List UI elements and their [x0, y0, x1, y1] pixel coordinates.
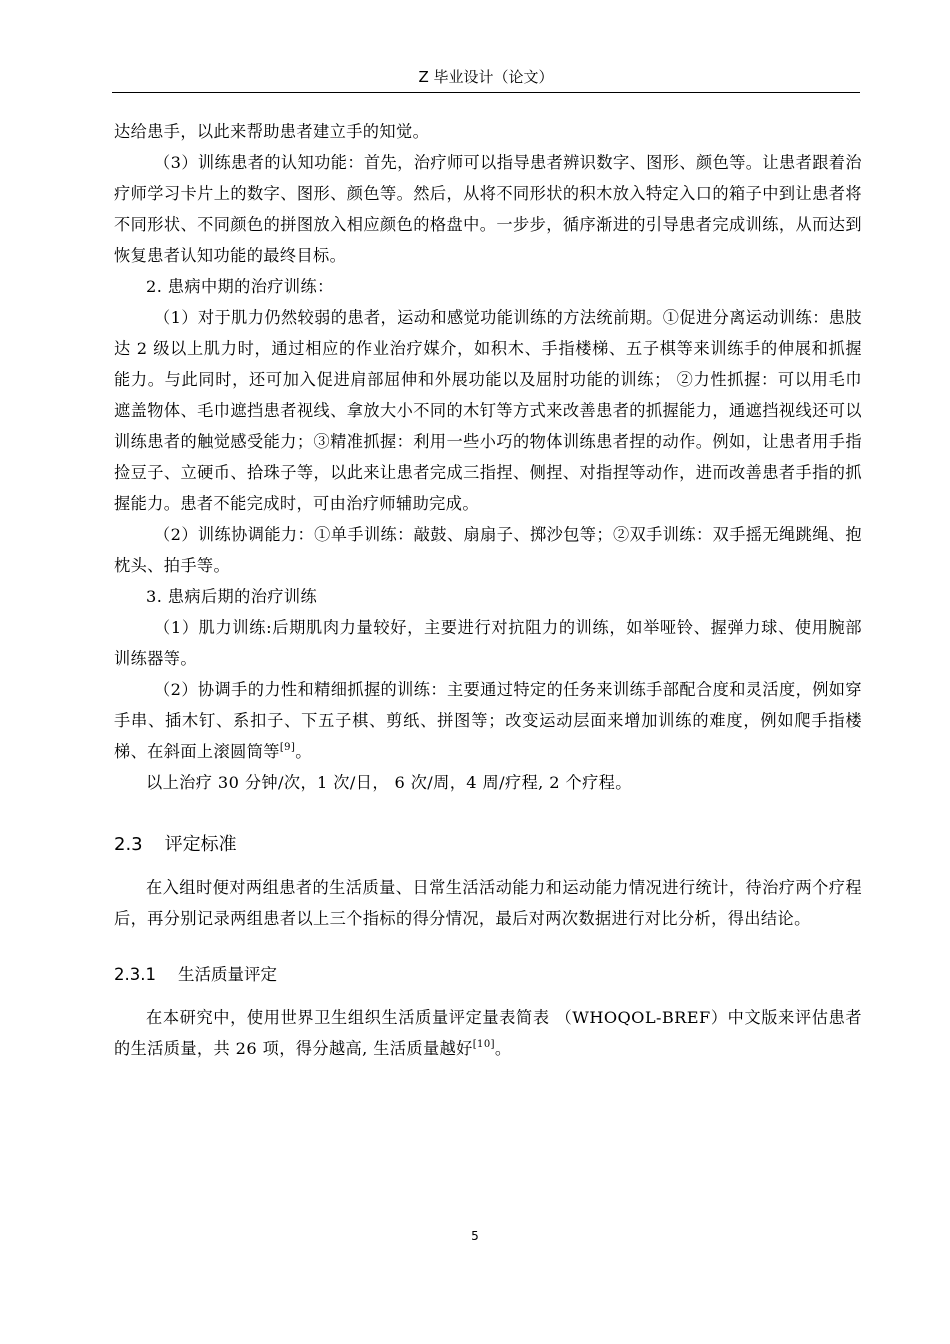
paragraph-coordination: （2）训练协调能力：①单手训练：敲鼓、扇扇子、掷沙包等；②双手训练：双手摇无绳跳绳、抱枕头、拍手等。 [114, 525, 862, 575]
heading-mid-stage: 2. 患病中期的治疗训练： [146, 277, 334, 296]
section-title: 评定标准 [164, 834, 237, 855]
section-heading-2-3-1 [114, 960, 862, 990]
subsection-title: 生活质量评定 [177, 965, 277, 984]
paragraph-late-stage-strength: （1）肌力训练:后期肌肉力量较好，主要进行对抗阻力的训练，如举哑铃、握弹力球、使用腕部训练器等。 [114, 618, 862, 668]
section-number: 2.3 [114, 834, 143, 855]
paragraph-mid-stage-strength: （1）对于肌力仍然较弱的患者，运动和感觉功能训练的方法统前期。①促进分离运动训练：患肢达 2 级以上肌力时，通过相应的作业治疗媒介，如积木、手指楼梯、五子棋等来训练手的伸展和抓握能力。与此同时，还可加入促进肩部屈伸和外展功能以及屈肘功能的训练； ②力性抓握：可以用毛巾遮盖物体、毛巾遮挡患者视线、拿放大小不同的木钉等方式来改善患者的抓握能力，通遮挡视线还可以训练患者的触觉感受能力；③精准抓握：利用一些小巧的物体训练患者捏的动作。例如，让患者用手指捡豆子、立硬币、拾珠子等，以此来让患者完成三指捏、侧捏、对指捏等动作，进而改善患者手指的抓握能力。患者不能完成时，可由治疗师辅助完成。 [114, 308, 862, 513]
subsection-number: 2.3.1 [114, 965, 156, 984]
fine-grasp-text: （2）协调手的力性和精细抓握的训练：主要通过特定的任务来训练手部配合度和灵活度，例如穿手串、插木钉、系扣子、下五子棋、剪纸、拼图等；改变运动层面来增加训练的难度，例如爬手指楼梯、在斜面上滚圆筒等 [114, 680, 862, 761]
fine-grasp-end: 。 [295, 742, 312, 761]
paragraph-quality-of-life [114, 1002, 862, 1064]
qol-end: 。 [494, 1039, 512, 1058]
paragraph-fine-grasp [114, 674, 862, 767]
paragraph-schedule: 以上治疗 30 分钟/次，1 次/日， 6 次/周，4 周/疗程, 2 个疗程。 [146, 773, 632, 792]
citation-9: [9] [279, 742, 296, 753]
paragraph-cognitive-training: （3）训练患者的认知功能：首先，治疗师可以指导患者辨识数字、图形、颜色等。让患者跟着治疗师学习卡片上的数字、图形、颜色等。然后，从将不同形状的积木放入特定入口的箱子中到让患者将不同形状、不同颜色的拼图放入相应颜色的格盘中。一步步，循序渐进的引导患者完成训练，从而达到恢复患者认知功能的最终目标。 [114, 153, 862, 265]
qol-text: 在本研究中，使用世界卫生组织生活质量评定量表简表 （WHOQOL-BREF）中文版来评估患者的生活质量，共 26 项，得分越高, 生活质量越好 [114, 1008, 862, 1058]
paragraph-evaluation: 在入组时便对两组患者的生活质量、日常生活活动能力和运动能力情况进行统计，待治疗两个疗程后，再分别记录两组患者以上三个指标的得分情况，最后对两次数据进行对比分析，得出结论。 [114, 878, 862, 928]
section-heading-2-3 [114, 830, 862, 860]
paragraph-hand-perception: 达给患手，以此来帮助患者建立手的知觉。 [114, 122, 430, 141]
page-number: 5 [471, 1229, 479, 1243]
heading-late-stage: 3. 患病后期的治疗训练 [146, 587, 318, 606]
citation-10: [10] [472, 1039, 495, 1050]
document-body [114, 116, 862, 1064]
page-header [112, 64, 860, 93]
header-title: Z 毕业设计（论文） [418, 68, 554, 86]
